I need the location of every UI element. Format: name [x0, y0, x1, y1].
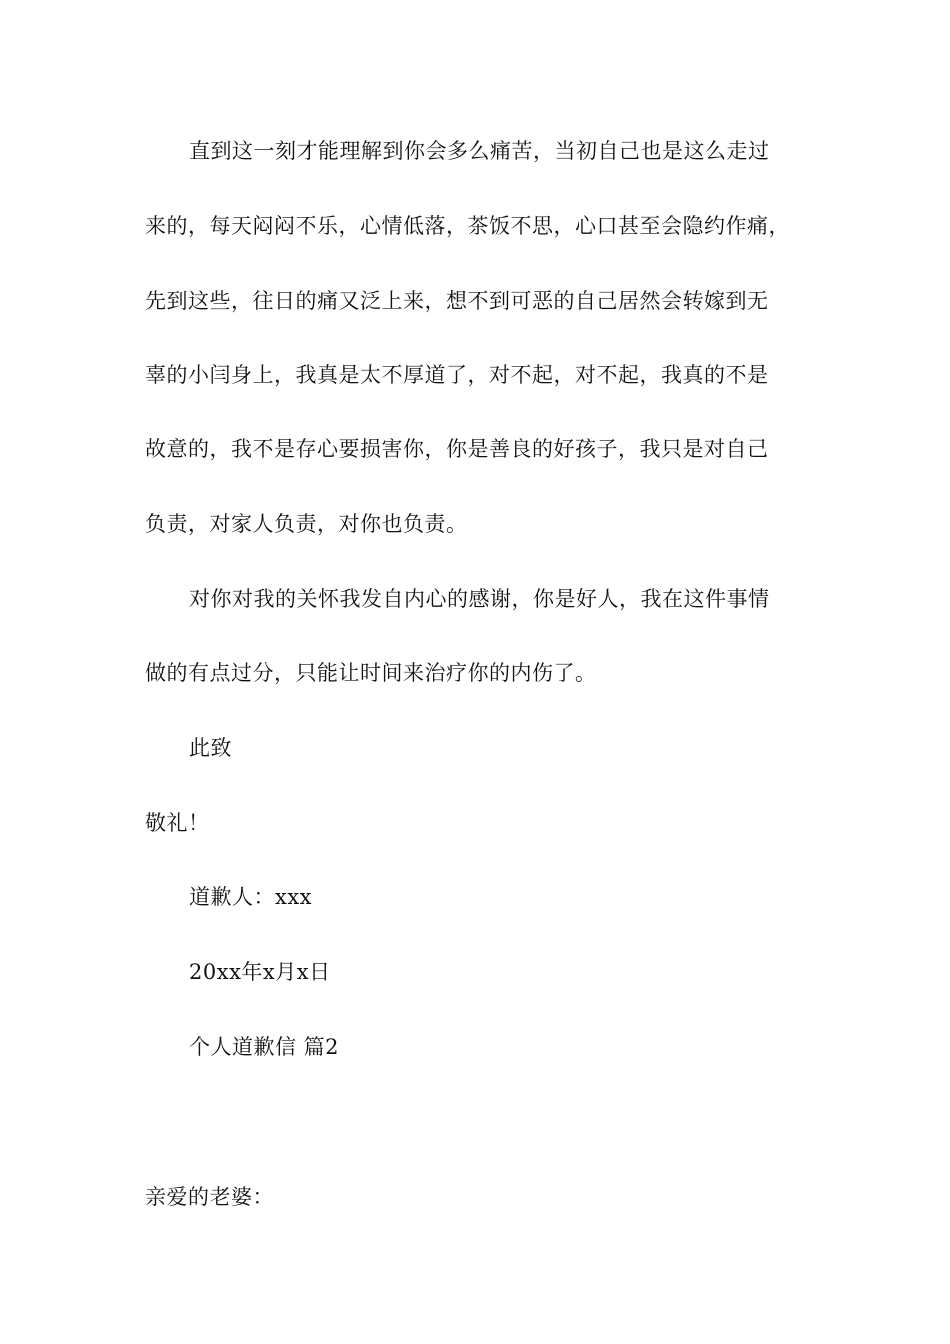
salute-text: 敬礼！	[145, 811, 210, 835]
paragraph-1-line-1: 直到这一刻才能理解到你会多么痛苦，当初自己也是这么走过	[189, 139, 770, 163]
paragraph-2-line-2: 做的有点过分，只能让时间来治疗你的内伤了。	[145, 661, 597, 685]
paragraph-1-line-3: 先到这些，往日的痛又泛上来，想不到可恶的自己居然会转嫁到无	[145, 289, 769, 313]
closing-text: 此致	[189, 736, 232, 760]
greeting-line: 亲爱的老婆：	[145, 1185, 274, 1209]
signature-line: 道歉人：xxx	[189, 885, 313, 909]
paragraph-2-line-1: 对你对我的关怀我发自内心的感谢，你是好人，我在这件事情	[189, 587, 770, 611]
paragraph-1-line-5: 故意的，我不是存心要损害你，你是善良的好孩子，我只是对自己	[145, 437, 769, 461]
date-line: 20xx年x月x日	[189, 960, 331, 984]
paragraph-1-line-4: 辜的小闫身上，我真是太不厚道了，对不起，对不起，我真的不是	[145, 363, 769, 387]
paragraph-1-line-6: 负责，对家人负责，对你也负责。	[145, 512, 468, 536]
section-title: 个人道歉信 篇2	[189, 1035, 340, 1059]
paragraph-1-line-2: 来的，每天闷闷不乐，心情低落，茶饭不思，心口甚至会隐约作痛，	[145, 214, 790, 238]
